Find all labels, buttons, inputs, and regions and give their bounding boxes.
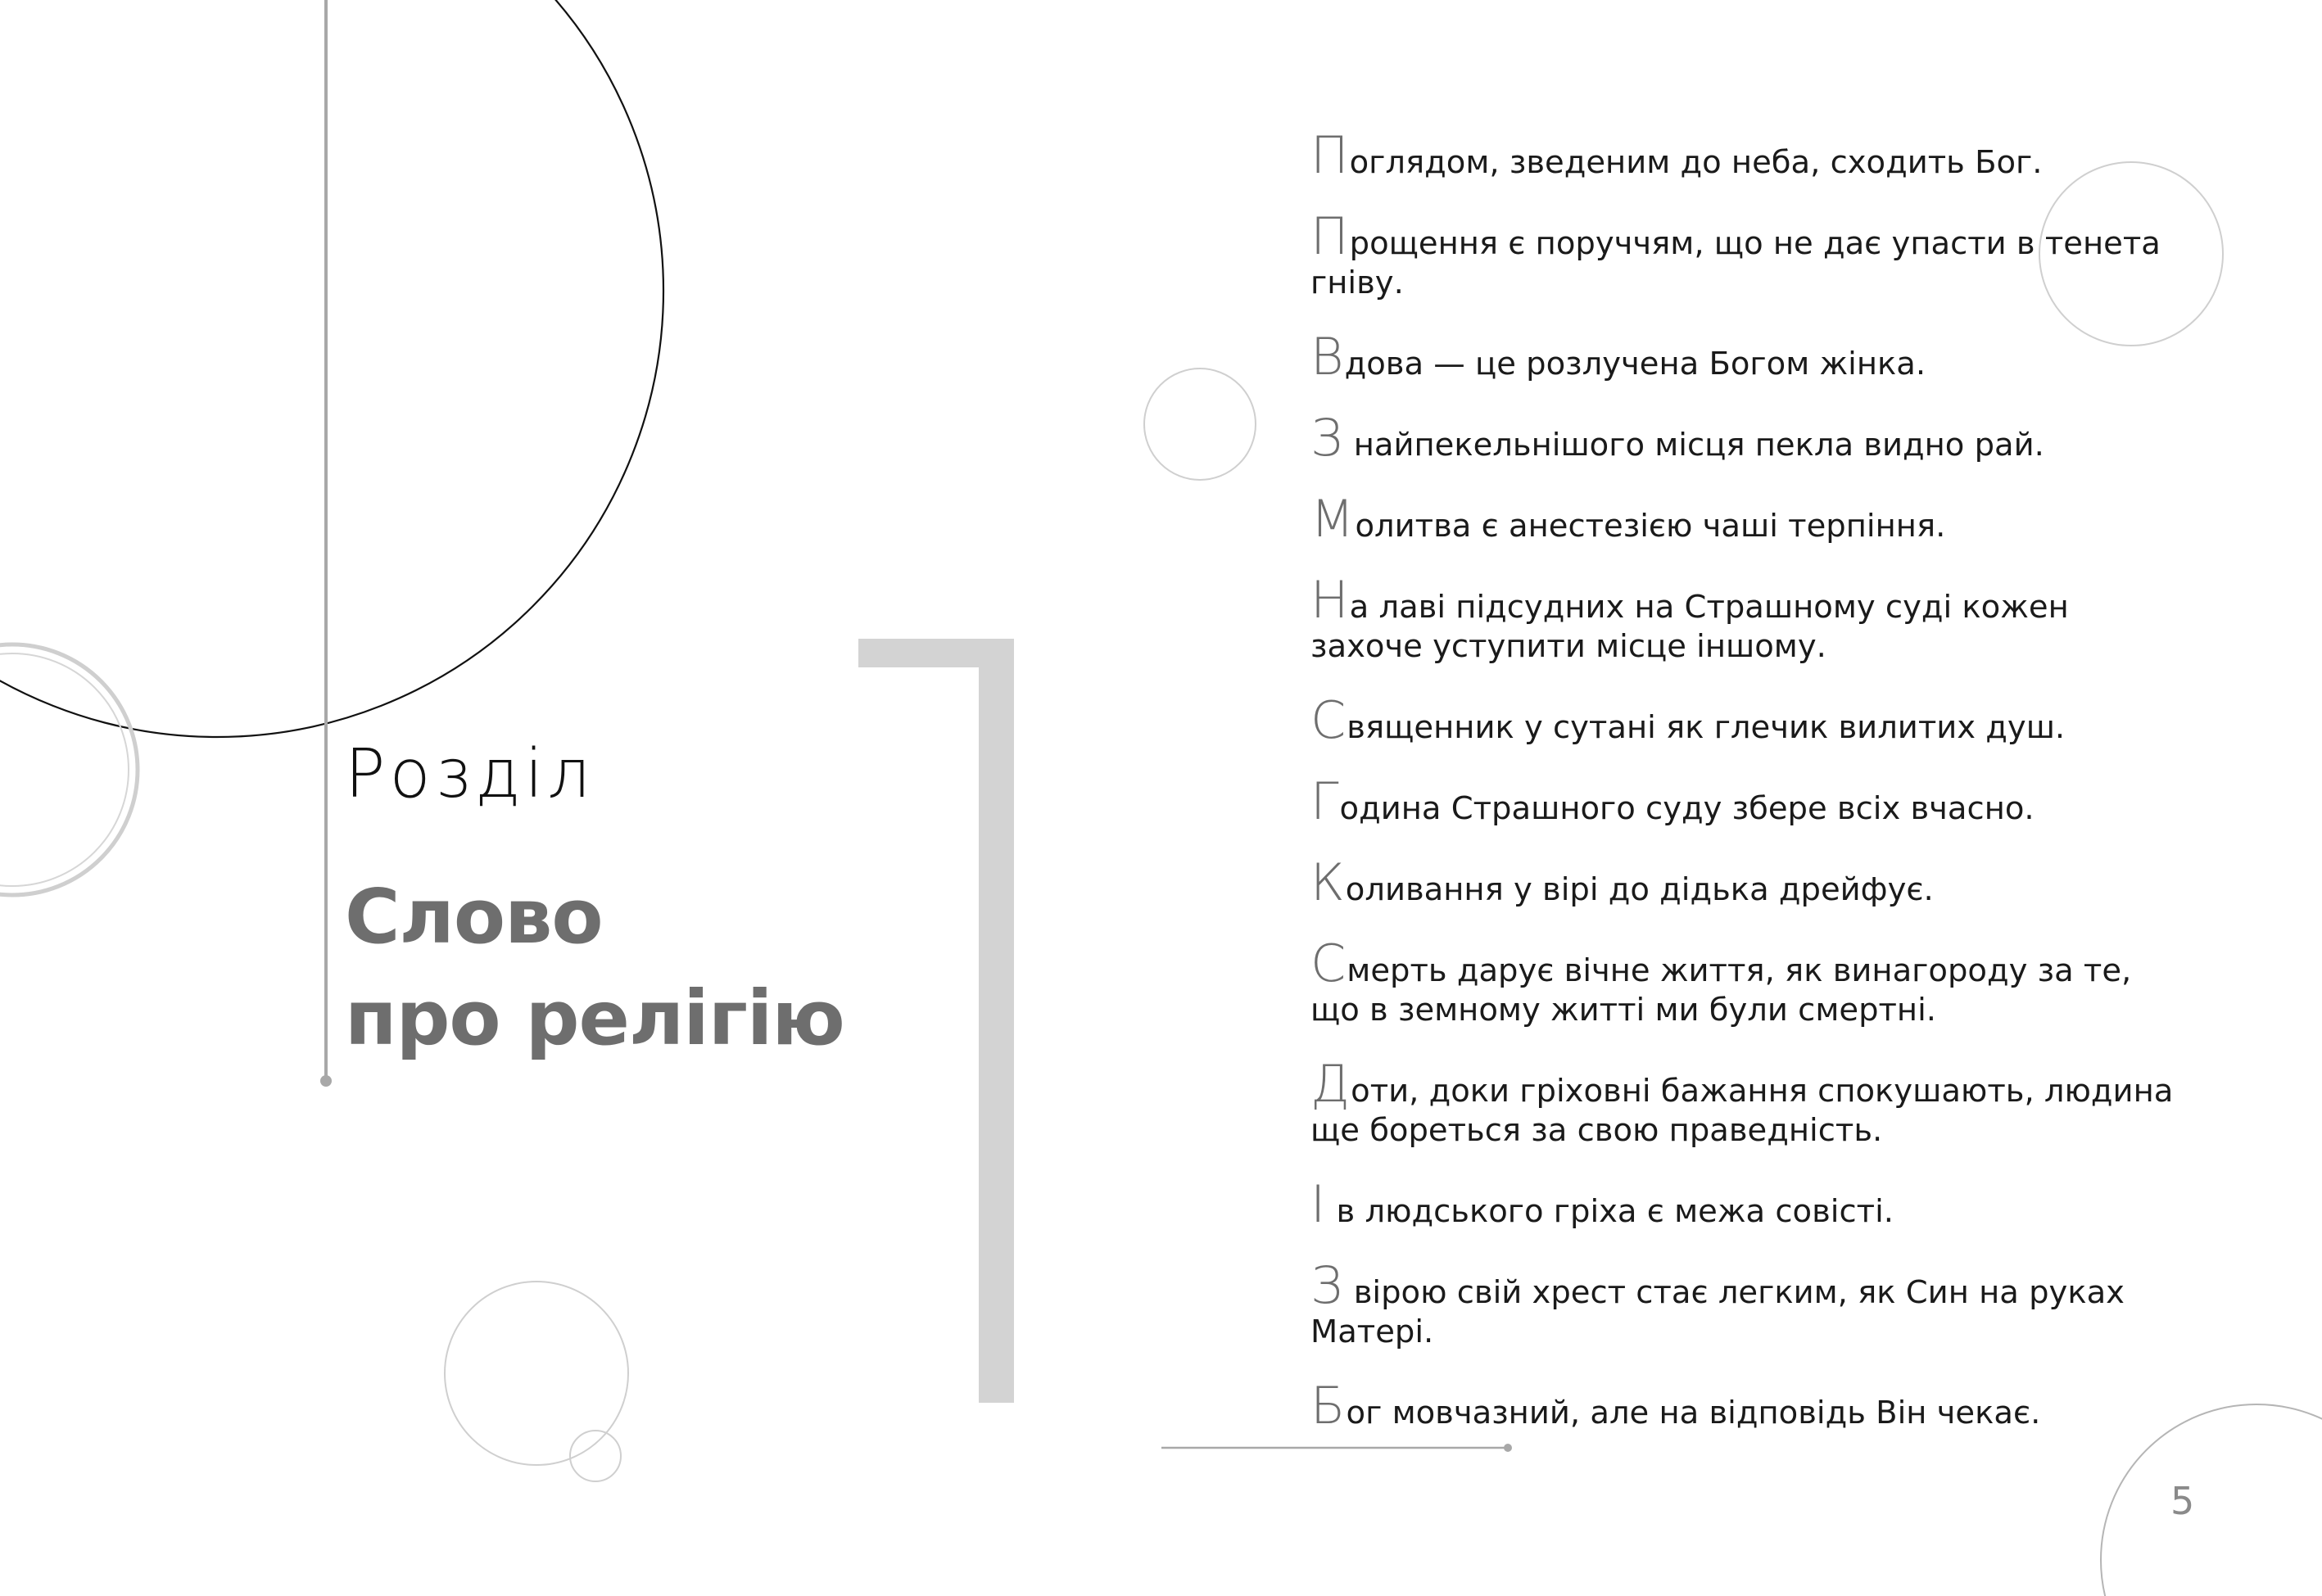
aphorism — [1310, 570, 2179, 667]
aphorism — [1310, 1255, 2179, 1352]
drop-initial: Д — [1310, 1054, 1351, 1114]
aphorism — [1310, 489, 2179, 549]
drop-initial: М — [1310, 489, 1356, 549]
drop-initial: В — [1310, 327, 1345, 387]
aphorism-text: мерть дарує вічне життя, як винагороду за те, що в земному житті ми були смертні. — [1310, 952, 2132, 1029]
chapter-title-line-2: про релігію — [345, 974, 844, 1062]
gray-bracket — [858, 639, 1014, 1403]
aphorism-text: оти, доки гріховні бажання спокушають, людина ще бореться за свою праведність. — [1310, 1073, 2174, 1149]
aphorism — [1310, 206, 2179, 303]
chapter-title-line-1: Слово — [345, 873, 603, 961]
aphorism — [1310, 690, 2179, 750]
aphorism-text: оглядом, зведеним до неба, сходить Бог. — [1349, 144, 2043, 181]
aphorism — [1310, 771, 2179, 831]
drop-initial: С — [1310, 934, 1347, 993]
large-outline-circle — [0, 0, 663, 737]
aphorism-text: в людського гріха є межа совісті. — [1326, 1193, 1894, 1230]
aphorism-text: дова — це розлучена Богом жінка. — [1344, 346, 1926, 382]
drop-initial: К — [1310, 852, 1346, 912]
chapter-label: Розділ — [345, 735, 595, 813]
vertical-line-dot — [320, 1075, 332, 1087]
left-edge-circle-outer — [0, 644, 138, 895]
drop-initial: Г — [1310, 771, 1340, 831]
aphorism-list — [1310, 125, 2179, 1471]
drop-initial: С — [1310, 690, 1347, 750]
aphorism-text: вірою свій хрест стає легким, як Син на руках Матері. — [1310, 1274, 2125, 1350]
drop-initial: І — [1310, 1174, 1327, 1234]
aphorism-text: олитва є анестезією чаші терпіння. — [1355, 508, 1946, 545]
aphorism — [1310, 1376, 2179, 1435]
drop-initial: Н — [1310, 570, 1350, 630]
center-small-circle — [1144, 368, 1256, 480]
drop-initial: П — [1310, 125, 1350, 185]
aphorism-text: вященник у сутані як глечик вилитих душ. — [1347, 709, 2066, 746]
bottom-left-circle — [445, 1282, 628, 1465]
aphorism-text: оливання у вірі до дідька дрейфує. — [1345, 871, 1934, 908]
aphorism — [1310, 125, 2179, 185]
aphorism-text: а лаві підсудних на Страшному суді кожен захоче уступити місце іншому. — [1310, 589, 2069, 665]
aphorism-text: рощення є поруччям, що не дає упасти в тенета гніву. — [1310, 225, 2161, 301]
aphorism-text: ог мовчазний, але на відповідь Він чекає. — [1346, 1395, 2041, 1431]
page-number: 5 — [2170, 1479, 2195, 1523]
aphorism — [1310, 408, 2179, 468]
aphorism — [1310, 852, 2179, 912]
aphorism-text: найпекельнішого місця пекла видно рай. — [1343, 427, 2044, 463]
drop-initial: П — [1310, 206, 1350, 266]
chapter-title — [345, 866, 844, 1069]
aphorism — [1310, 327, 2179, 387]
aphorism-text: одина Страшного суду збере всіх вчасно. — [1339, 790, 2035, 827]
drop-initial: Б — [1310, 1376, 1347, 1435]
aphorism — [1310, 1054, 2179, 1151]
aphorism — [1310, 1174, 2179, 1234]
drop-initial: З — [1310, 408, 1344, 468]
aphorism — [1310, 934, 2179, 1030]
drop-initial: З — [1310, 1255, 1344, 1315]
